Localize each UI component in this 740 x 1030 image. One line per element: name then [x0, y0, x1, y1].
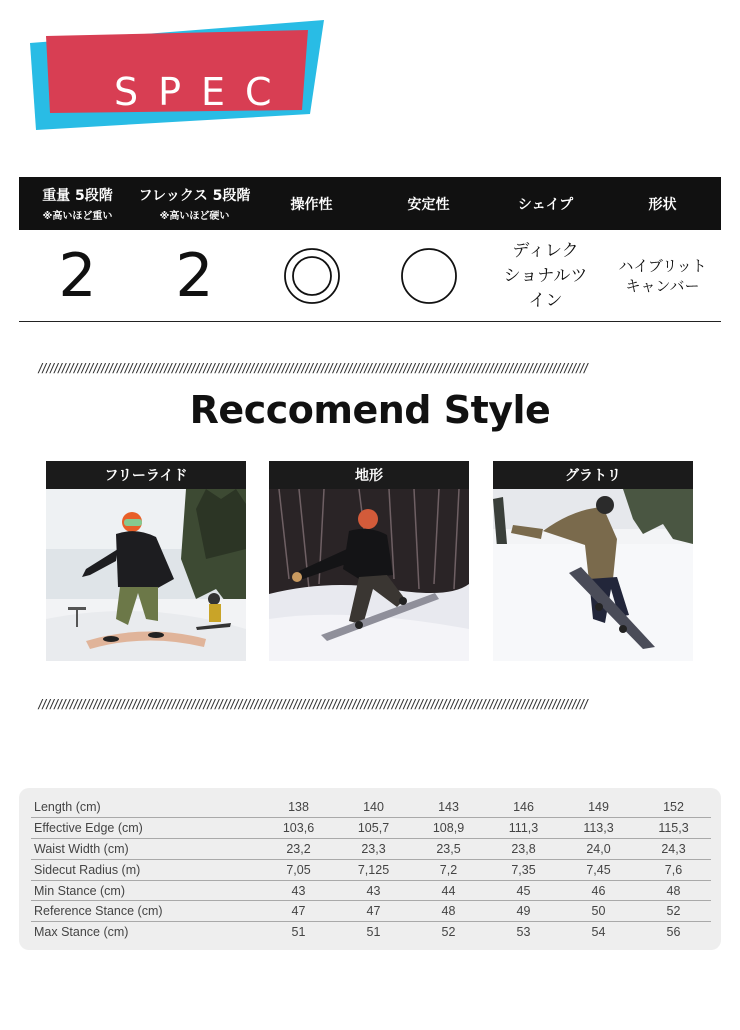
- table-cell: 23,8: [486, 839, 561, 860]
- table-row: [31, 839, 711, 860]
- table-cell: 51: [291, 925, 306, 940]
- spec-banner: [28, 18, 328, 133]
- table-cell: 108,9: [411, 818, 486, 839]
- table-cell: 24,3: [636, 839, 711, 860]
- freeride-photo: [46, 489, 246, 661]
- table-cell: 7,05: [261, 859, 336, 880]
- form-line: キャンバー: [625, 277, 700, 295]
- header-flex-note: ※高いほど硬い: [159, 211, 230, 222]
- header-shape: [487, 177, 604, 230]
- table-cell: 46: [561, 880, 636, 901]
- row-label: Waist Width (cm): [31, 839, 261, 860]
- table-cell: 56: [666, 925, 681, 940]
- table-cell: 143: [411, 797, 486, 818]
- table-cell: 152: [636, 797, 711, 818]
- circle-icon: [399, 246, 459, 306]
- table-row: [31, 880, 711, 901]
- table-cell: 138: [261, 797, 336, 818]
- gratri-photo: [493, 489, 693, 661]
- table-cell: 113,3: [561, 818, 636, 839]
- table-cell: 23,2: [261, 839, 336, 860]
- weight-value-cell: [19, 230, 136, 322]
- table-cell: 54: [591, 925, 606, 940]
- table-cell: 115,3: [636, 818, 711, 839]
- shape-value-cell: [487, 230, 604, 322]
- table-cell: 23,3: [336, 839, 411, 860]
- spec-title: SPEC: [114, 70, 292, 114]
- double-circle-icon: [282, 246, 342, 306]
- table-cell: 52: [636, 901, 711, 922]
- table-cell: 105,7: [336, 818, 411, 839]
- table-cell: 49: [486, 901, 561, 922]
- table-cell: 48: [636, 880, 711, 901]
- table-cell: 43: [336, 880, 411, 901]
- control-value-cell: [253, 230, 370, 322]
- table-cell: 47: [261, 901, 336, 922]
- card-label: 地形: [269, 461, 469, 489]
- table-cell: 50: [561, 901, 636, 922]
- card-label: グラトリ: [493, 461, 693, 489]
- card-label: フリーライド: [46, 461, 246, 489]
- header-control: [253, 177, 370, 230]
- table-row: [31, 797, 711, 818]
- stability-value-cell: [370, 230, 487, 322]
- style-card-terrain: [269, 461, 469, 661]
- shape-line: イン: [528, 290, 563, 311]
- spec-table-header: [19, 177, 721, 230]
- table-row: [31, 859, 711, 880]
- size-table: [19, 788, 721, 950]
- table-cell: 43: [261, 880, 336, 901]
- recommend-title: Reccomend Style: [189, 388, 551, 432]
- table-cell: 146: [486, 797, 561, 818]
- table-cell: 149: [561, 797, 636, 818]
- table-cell: 7,6: [636, 859, 711, 880]
- flex-value-cell: [136, 230, 253, 322]
- header-weight: [19, 177, 136, 230]
- table-cell: 52: [441, 925, 456, 940]
- shape-line: ショナルツ: [503, 265, 588, 286]
- spec-table-values: [19, 230, 721, 322]
- header-form: [604, 177, 721, 230]
- table-cell: 53: [516, 925, 531, 940]
- table-cell: 7,45: [561, 859, 636, 880]
- style-card-gratri: [493, 461, 693, 661]
- header-form-label: 形状: [648, 196, 677, 213]
- terrain-photo: [269, 489, 469, 661]
- header-flex-label: フレックス 5段階: [138, 188, 251, 204]
- weight-value: 2: [58, 241, 97, 311]
- shape-value: [504, 239, 588, 314]
- slash-divider: ////////////////////////////////////////////////////////////////////////////////////////////////////////////////////////////////////////////: [37, 361, 587, 375]
- header-control-label: 操作性: [290, 196, 333, 213]
- table-cell: 7,35: [486, 859, 561, 880]
- table-row: [31, 818, 711, 839]
- row-label: Reference Stance (cm): [31, 901, 261, 922]
- table-cell: 103,6: [261, 818, 336, 839]
- row-label: Effective Edge (cm): [31, 818, 261, 839]
- table-cell: 48: [411, 901, 486, 922]
- table-cell: 111,3: [486, 818, 561, 839]
- table-cell: 47: [336, 901, 411, 922]
- header-stability: [370, 177, 487, 230]
- table-cell: 140: [336, 797, 411, 818]
- table-row: [31, 901, 711, 922]
- row-label: Length (cm): [31, 797, 261, 818]
- row-label: Max Stance (cm): [34, 925, 129, 940]
- table-cell: 45: [486, 880, 561, 901]
- form-value-cell: [604, 230, 721, 322]
- size-grid: [31, 797, 711, 943]
- flex-value: 2: [175, 241, 214, 311]
- style-card-freeride: [46, 461, 246, 661]
- table-cell: 7,2: [411, 859, 486, 880]
- header-flex: [136, 177, 253, 230]
- table-cell: 7,125: [336, 859, 411, 880]
- header-stability-label: 安定性: [407, 196, 450, 213]
- header-weight-note: ※高いほど重い: [42, 211, 113, 222]
- form-line: ハイブリット: [618, 257, 707, 275]
- header-shape-label: シェイプ: [517, 196, 574, 213]
- form-value: [618, 256, 706, 296]
- slash-divider: ////////////////////////////////////////////////////////////////////////////////////////////////////////////////////////////////////////////: [37, 697, 587, 711]
- table-cell: 51: [366, 925, 381, 940]
- row-label: Min Stance (cm): [31, 880, 261, 901]
- header-weight-label: 重量 5段階: [42, 188, 113, 204]
- table-cell: 44: [411, 880, 486, 901]
- row-label: Sidecut Radius (m): [31, 859, 261, 880]
- shape-line: ディレク: [512, 240, 579, 261]
- table-row: [31, 922, 711, 943]
- table-cell: 23,5: [411, 839, 486, 860]
- table-cell: 24,0: [561, 839, 636, 860]
